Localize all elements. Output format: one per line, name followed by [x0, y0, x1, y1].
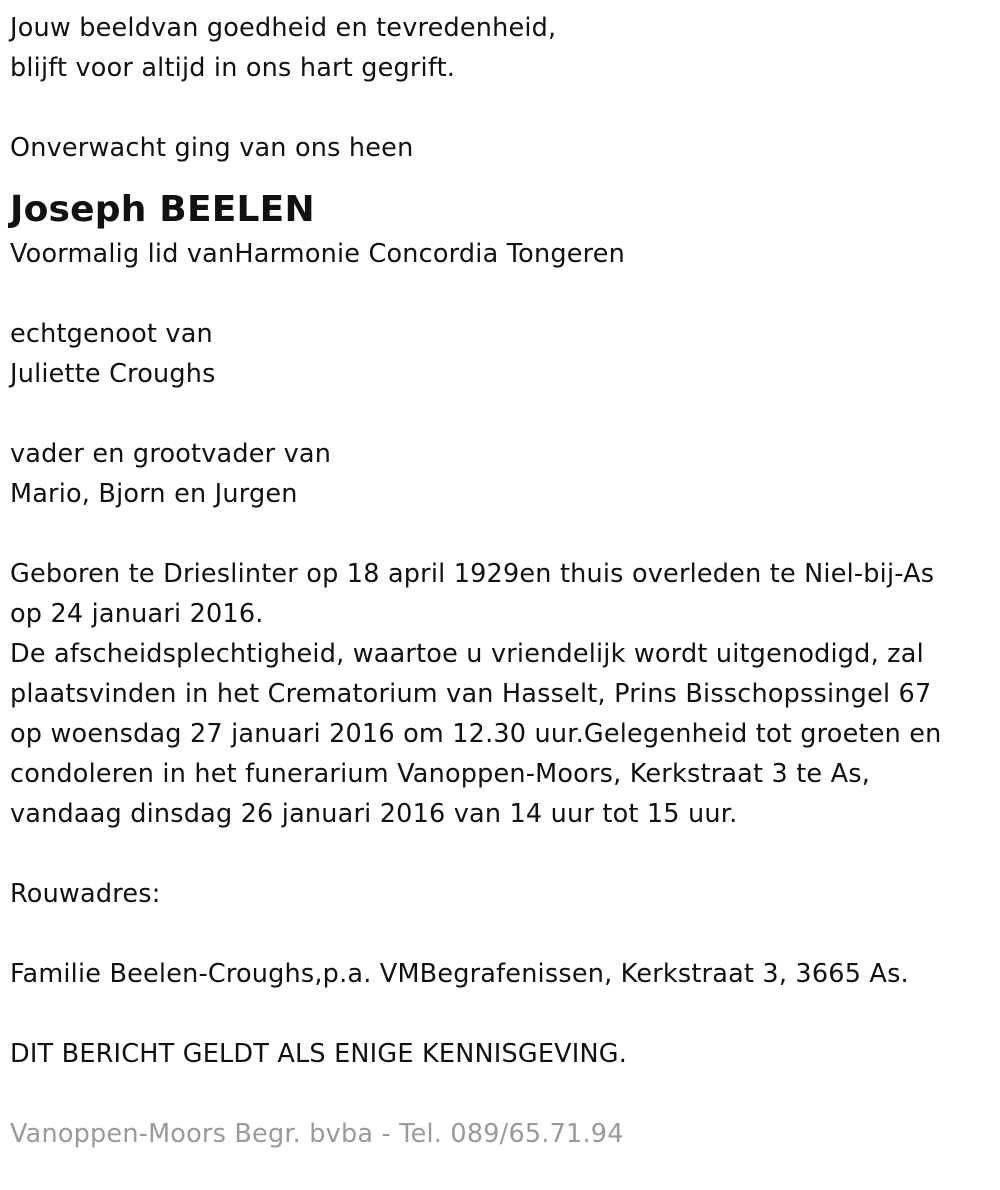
- deceased-name: Joseph BEELEN: [10, 189, 315, 230]
- funeral-home-footer: Vanoppen-Moors Begr. bvba - Tel. 089/65.71.94: [10, 1119, 624, 1149]
- spacer: [10, 994, 990, 1034]
- details-line: op 24 januari 2016.: [10, 599, 264, 629]
- mourning-address: Familie Beelen-Croughs,p.a. VMBegrafenissen, Kerkstraat 3, 3665 As.: [10, 959, 909, 989]
- details-line: Geboren te Drieslinter op 18 april 1929en thuis overleden te Niel-bij-As: [10, 559, 935, 589]
- details-line: De afscheidsplechtigheid, waartoe u vriendelijk wordt uitgenodigd, zal: [10, 639, 924, 669]
- spacer: [10, 834, 990, 874]
- spacer: [10, 1074, 990, 1114]
- official-notice: DIT BERICHT GELDT ALS ENIGE KENNISGEVING.: [10, 1039, 628, 1069]
- verse-line-1: Jouw beeldvan goedheid en tevredenheid,: [10, 13, 557, 43]
- details-line: vandaag dinsdag 26 januari 2016 van 14 uur tot 15 uur.: [10, 799, 738, 829]
- verse-line-2: blijft voor altijd in ons hart gegrift.: [10, 53, 456, 83]
- spacer: [10, 914, 990, 954]
- spacer: [10, 274, 990, 314]
- details-line: op woensdag 27 januari 2016 om 12.30 uur.Gelegenheid tot groeten en: [10, 719, 942, 749]
- details-line: condoleren in het funerarium Vanoppen-Moors, Kerkstraat 3 te As,: [10, 759, 871, 789]
- spacer: [10, 88, 990, 128]
- children-label: vader en grootvader van: [10, 439, 332, 469]
- spacer: [10, 394, 990, 434]
- spacer: [10, 514, 990, 554]
- details-line: plaatsvinden in het Crematorium van Hasselt, Prins Bisschopssingel 67: [10, 679, 932, 709]
- intro-text: Onverwacht ging van ons heen: [10, 133, 414, 163]
- children-names: Mario, Bjorn en Jurgen: [10, 479, 298, 509]
- mourning-address-label: Rouwadres:: [10, 879, 161, 909]
- spacer: [10, 168, 990, 182]
- deceased-membership: Voormalig lid vanHarmonie Concordia Tongeren: [10, 239, 625, 269]
- spouse-name: Juliette Croughs: [10, 359, 216, 389]
- details-paragraph: [10, 554, 990, 834]
- spouse-label: echtgenoot van: [10, 319, 213, 349]
